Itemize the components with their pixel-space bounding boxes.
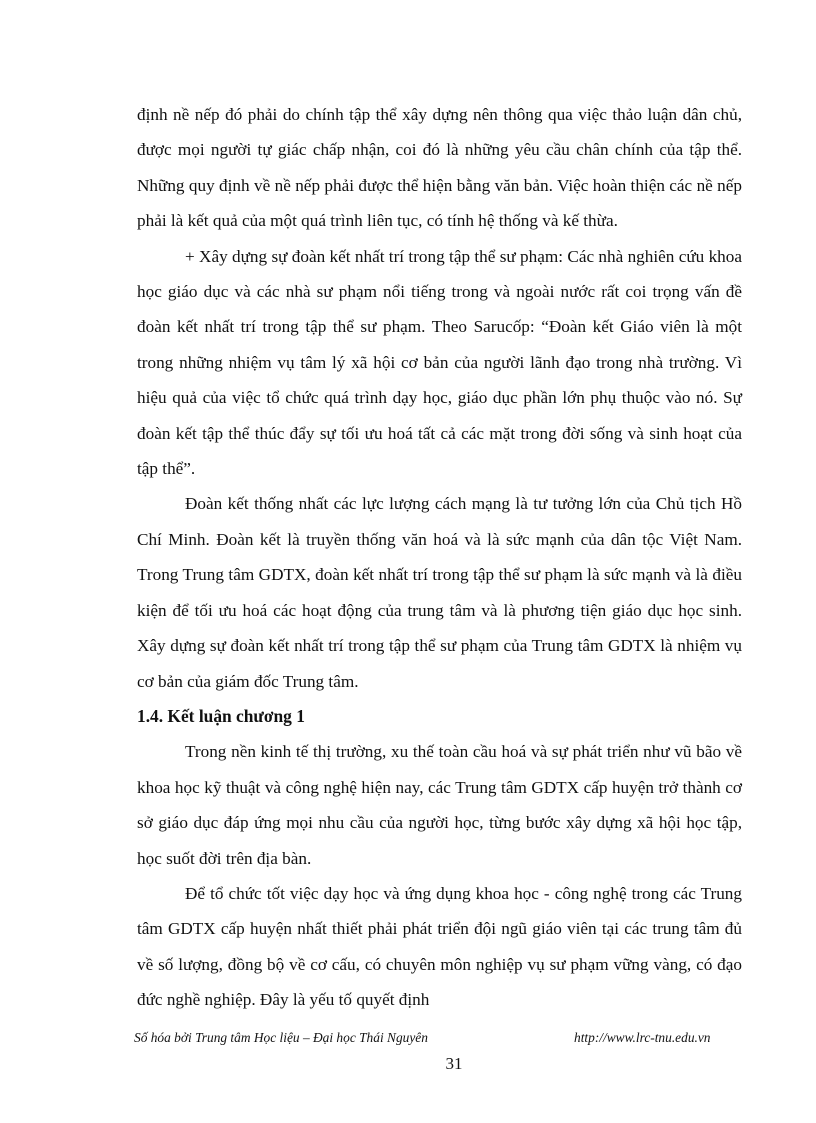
paragraph-continuation: định nề nếp đó phải do chính tập thể xây dựng nên thông qua việc thảo luận dân chủ, được mọi người tự giác chấp nhận, coi đó là những yêu cầu chân chính của tập thể. Những quy định về nề nếp phải được thể hiện bằng văn bản. Việc hoàn thiện các nề nếp phải là kết quả của một quá trình liên tục, có tính hệ thống và kế thừa. (137, 105, 742, 231)
footer-source: Số hóa bởi Trung tâm Học liệu – Đại học Thái Nguyên (134, 1030, 428, 1045)
body-text (137, 97, 742, 1018)
section-heading: 1.4. Kết luận chương 1 (137, 705, 305, 726)
paragraph-unity-pedagogy: + Xây dựng sự đoàn kết nhất trí trong tập thể sư phạm: Các nhà nghiên cứu khoa học giáo dục và các nhà sư phạm nổi tiếng trong và ngoài nước rất coi trọng vấn đề đoàn kết nhất trí trong tập thể sư phạm. Theo Sarucốp: “Đoàn kết Giáo viên là một trong những nhiệm vụ tâm lý xã hội cơ bản của người lãnh đạo trong nhà trường. Vì hiệu quả của việc tổ chức quá trình dạy học, giáo dục phần lớn phụ thuộc vào nó. Sự đoàn kết tập thể thúc đẩy sự tối ưu hoá tất cả các mặt trong đời sống và sinh hoạt của tập thể”. (137, 246, 742, 479)
paragraph-ho-chi-minh-unity: Đoàn kết thống nhất các lực lượng cách mạng là tư tưởng lớn của Chủ tịch Hồ Chí Minh. Đoàn kết là truyền thống văn hoá và là sức mạnh của dân tộc Việt Nam. Trong Trung tâm GDTX, đoàn kết nhất trí trong tập thể sư phạm là sức mạnh và là điều kiện để tối ưu hoá các hoạt động của trung tâm và là phương tiện giáo dục học sinh. Xây dựng sự đoàn kết nhất trí trong tập thể sư phạm của Trung tâm GDTX là nhiệm vụ cơ bản của giám đốc Trung tâm. (137, 494, 742, 691)
paragraph-conclusion-2: Để tổ chức tốt việc dạy học và ứng dụng khoa học - công nghệ trong các Trung tâm GDTX cấp huyện nhất thiết phải phát triển đội ngũ giáo viên tại các trung tâm đủ về số lượng, đồng bộ về cơ cấu, có chuyên môn nghiệp vụ sư phạm vững vàng, có đạo đức nghề nghiệp. Đây là yếu tố quyết định (137, 883, 742, 1010)
paragraph-conclusion-1: Trong nền kinh tế thị trường, xu thế toàn cầu hoá và sự phát triển như vũ bão về khoa học kỹ thuật và công nghệ hiện nay, các Trung tâm GDTX cấp huyện trở thành cơ sở giáo dục đáp ứng mọi nhu cầu của người học, từng bước xây dựng xã hội học tập, học suốt đời trên địa bàn. (137, 742, 742, 868)
footer-url: http://www.lrc-tnu.edu.vn (574, 1030, 711, 1045)
page-number: 31 (445, 1054, 463, 1073)
